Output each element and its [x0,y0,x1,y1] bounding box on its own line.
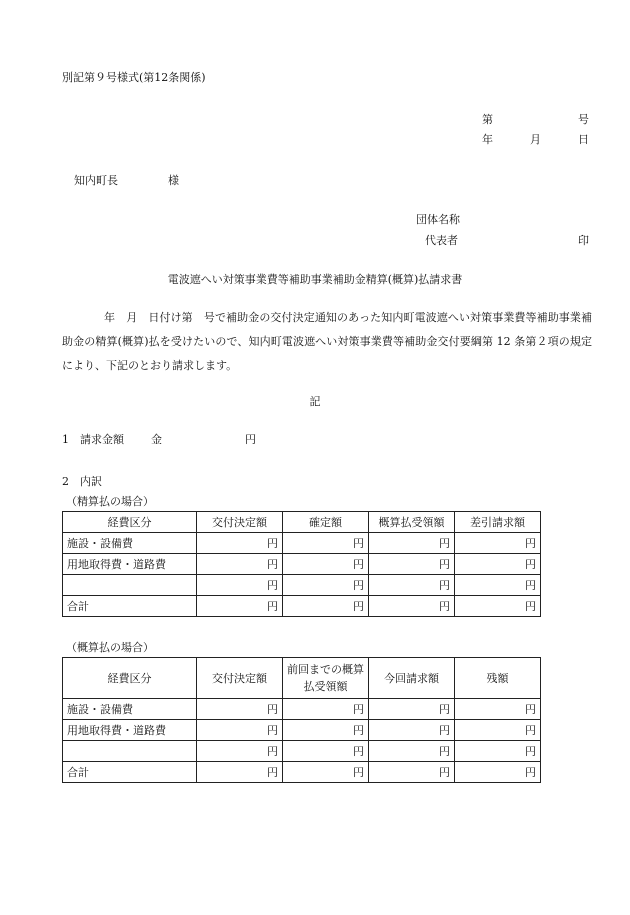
amount-cell: 円 [369,720,455,741]
org-name-label: 団体名称 [416,213,460,226]
amount-cell: 円 [369,741,455,762]
table-header: 経費区分 [63,658,197,699]
table-total-row [63,596,541,617]
amount-cell: 円 [197,720,283,741]
amount-cell: 円 [197,575,283,596]
table-row [63,699,541,720]
table-row [63,533,541,554]
amount-cell: 円 [455,533,541,554]
document-title: 電波遮へい対策事業費等補助事業補助金精算(概算)払請求書 [167,273,463,286]
table-header: 交付決定額 [197,512,283,533]
table1-caption: （精算払の場合） [66,495,154,508]
table-header: 前回までの概算払受領額 [283,658,369,699]
table-header: 差引請求額 [455,512,541,533]
expense-category: 合計 [63,762,197,783]
addressee-name: 知内町長 [74,174,118,187]
expense-category [63,741,197,762]
table-header: 確定額 [283,512,369,533]
item1-label: 1 請求金額 [62,433,124,446]
amount-cell: 円 [369,575,455,596]
amount-cell: 円 [369,596,455,617]
expense-category: 用地取得費・道路費 [63,554,197,575]
amount-cell: 円 [283,533,369,554]
doc-number-suffix: 号 [578,113,589,126]
representative-label: 代表者 [425,234,458,247]
amount-cell: 円 [283,741,369,762]
settlement-table [62,511,541,617]
item2-label: 2 内訳 [62,475,102,488]
amount-cell: 円 [455,699,541,720]
amount-cell: 円 [197,741,283,762]
expense-category: 施設・設備費 [63,699,197,720]
table-header-row [63,658,541,699]
amount-cell: 円 [455,741,541,762]
amount-cell: 円 [197,554,283,575]
expense-category: 施設・設備費 [63,533,197,554]
date-month: 月 [530,133,541,146]
expense-category: 用地取得費・道路費 [63,720,197,741]
doc-number-prefix: 第 [482,113,493,126]
amount-cell: 円 [455,720,541,741]
table-header-row [63,512,541,533]
amount-cell: 円 [455,554,541,575]
amount-cell: 円 [197,699,283,720]
amount-cell: 円 [455,575,541,596]
table-row [63,720,541,741]
amount-cell: 円 [369,762,455,783]
table-header: 交付決定額 [197,658,283,699]
table-header: 概算払受領額 [369,512,455,533]
amount-cell: 円 [283,596,369,617]
table-row [63,554,541,575]
date-year: 年 [482,133,493,146]
amount-cell: 円 [283,554,369,575]
table-header: 今回請求額 [369,658,455,699]
amount-cell: 円 [283,575,369,596]
table-header: 残額 [455,658,541,699]
form-reference: 別記第９号様式(第12条関係) [62,71,206,84]
amount-cell: 円 [197,533,283,554]
amount-cell: 円 [197,596,283,617]
amount-cell: 円 [369,533,455,554]
amount-cell: 円 [197,762,283,783]
amount-cell: 円 [369,554,455,575]
table-row [63,741,541,762]
addressee-honorific: 様 [168,174,179,187]
date-day: 日 [578,133,589,146]
amount-cell: 円 [455,762,541,783]
amount-cell: 円 [283,762,369,783]
amount-cell: 円 [455,596,541,617]
item1-yen: 円 [245,433,256,446]
estimate-table [62,657,541,783]
expense-category: 合計 [63,596,197,617]
amount-cell: 円 [283,699,369,720]
table-header: 経費区分 [63,512,197,533]
table-row [63,575,541,596]
ki-heading: 記 [309,395,321,408]
table2-caption: （概算払の場合） [66,641,154,654]
item1-kin: 金 [151,433,162,446]
expense-category [63,575,197,596]
seal-mark: 印 [578,234,589,247]
amount-cell: 円 [369,699,455,720]
table-total-row [63,762,541,783]
amount-cell: 円 [283,720,369,741]
body-paragraph: 年 月 日付け第 号で補助金の交付決定通知のあった知内町電波遮へい対策事業費等補助事業補助金の精算(概算)払を受けたいので、知内町電波遮へい対策事業費等補助金交付要綱第 12 条第２項の規定により、下記のとおり請求します。 [62,311,592,372]
